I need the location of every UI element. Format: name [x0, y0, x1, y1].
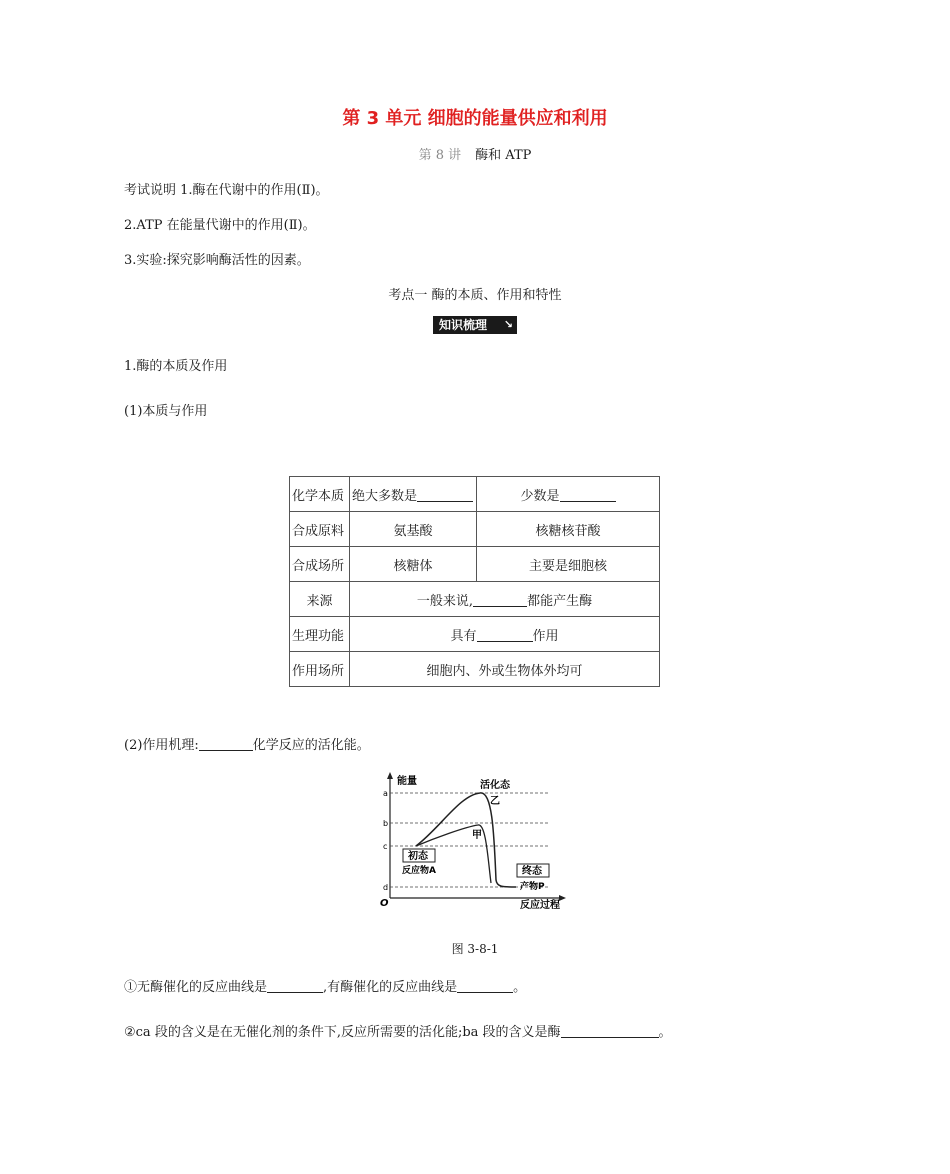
q1-suffix: 。 — [513, 980, 527, 995]
cell-text: 少数是 — [520, 488, 560, 504]
y-axis-label: 能量 — [397, 776, 417, 787]
q2-prefix: ②ca 段的含义是在无催化剂的条件下,反应所需要的活化能;ba 段的含义是酶 — [124, 1025, 561, 1040]
x-axis-arrow — [559, 895, 566, 901]
q2-suffix: 。 — [658, 1025, 672, 1040]
cell-text: 都能产生酶 — [527, 593, 593, 609]
lecture-heading — [0, 144, 950, 163]
reactant-label: 反应物A — [402, 866, 436, 876]
row-header: 来源 — [290, 582, 350, 617]
answer-blank — [561, 1024, 659, 1038]
question-2 — [124, 1021, 672, 1040]
exam-note-2: 2.ATP 在能量代谢中的作用(Ⅱ)。 — [124, 218, 316, 233]
subsection-heading: (1)本质与作用 — [124, 404, 208, 419]
product-label: 产物P — [520, 882, 545, 892]
table-row — [290, 652, 660, 687]
curve-jia-label: 甲 — [472, 830, 482, 841]
figure-caption: 图 3-8-1 — [451, 942, 499, 956]
answer-blank — [457, 979, 513, 993]
answer-blank — [473, 593, 527, 607]
level-a-label: a — [383, 789, 388, 798]
cell-text: 绝大多数是 — [352, 488, 418, 504]
answer-blank — [267, 979, 323, 993]
unit-title: 第 3 单元 细胞的能量供应和利用 — [342, 108, 608, 129]
arrow-down-right-icon: ↘ — [503, 318, 513, 331]
final-state-label: 终态 — [522, 866, 542, 877]
row-header: 合成原料 — [290, 512, 350, 547]
x-axis-label: 反应过程 — [520, 900, 560, 911]
table-cell — [350, 617, 660, 652]
table-row — [290, 477, 660, 512]
section-heading: 1.酶的本质及作用 — [124, 359, 228, 374]
mechanism-prefix: (2)作用机理: — [124, 738, 199, 753]
mechanism-suffix: 化学反应的活化能。 — [252, 738, 370, 753]
table-cell — [477, 477, 660, 512]
table-cell: 核糖体 — [350, 547, 477, 582]
level-c-label: c — [383, 842, 388, 851]
answer-blank — [417, 488, 473, 502]
energy-diagram — [380, 770, 570, 915]
table-row — [290, 547, 660, 582]
answer-blank — [199, 737, 253, 751]
lecture-number: 第 8 讲 — [418, 148, 462, 163]
level-b-label: b — [383, 819, 389, 828]
answer-blank — [560, 488, 616, 502]
row-header: 生理功能 — [290, 617, 350, 652]
level-d-label: d — [383, 883, 389, 892]
question-1 — [124, 976, 526, 995]
table-cell: 核糖核苷酸 — [477, 512, 660, 547]
enzyme-table — [289, 476, 660, 687]
cell-text: 具有 — [450, 628, 477, 644]
mechanism-line — [124, 734, 370, 753]
curve-yi-label: 乙 — [490, 796, 500, 807]
table-cell — [350, 582, 660, 617]
knowledge-badge — [433, 316, 517, 334]
table-row — [290, 617, 660, 652]
table-row — [290, 582, 660, 617]
table-cell: 细胞内、外或生物体外均可 — [350, 652, 660, 687]
table-cell: 主要是细胞核 — [477, 547, 660, 582]
cell-text: 作用 — [532, 628, 559, 644]
activated-state-label: 活化态 — [480, 780, 510, 791]
initial-state-label: 初态 — [408, 851, 428, 862]
cell-text: 一般来说, — [416, 593, 474, 609]
lecture-name: 酶和 ATP — [475, 148, 532, 163]
row-header: 化学本质 — [290, 477, 350, 512]
q1-mid: ,有酶催化的反应曲线是 — [323, 980, 458, 995]
table-row — [290, 512, 660, 547]
table-cell: 氨基酸 — [350, 512, 477, 547]
row-header: 合成场所 — [290, 547, 350, 582]
y-axis-arrow — [387, 772, 393, 779]
key-point-heading: 考点一 酶的本质、作用和特性 — [388, 288, 562, 303]
row-header: 作用场所 — [290, 652, 350, 687]
table-cell — [350, 477, 477, 512]
badge-label: 知识梳理 — [439, 318, 488, 332]
exam-note-3: 3.实验:探究影响酶活性的因素。 — [124, 253, 310, 268]
exam-note-1: 考试说明 1.酶在代谢中的作用(Ⅱ)。 — [124, 183, 329, 198]
origin-label: O — [380, 898, 389, 909]
q1-prefix: ①无酶催化的反应曲线是 — [124, 980, 268, 995]
answer-blank — [477, 628, 533, 642]
